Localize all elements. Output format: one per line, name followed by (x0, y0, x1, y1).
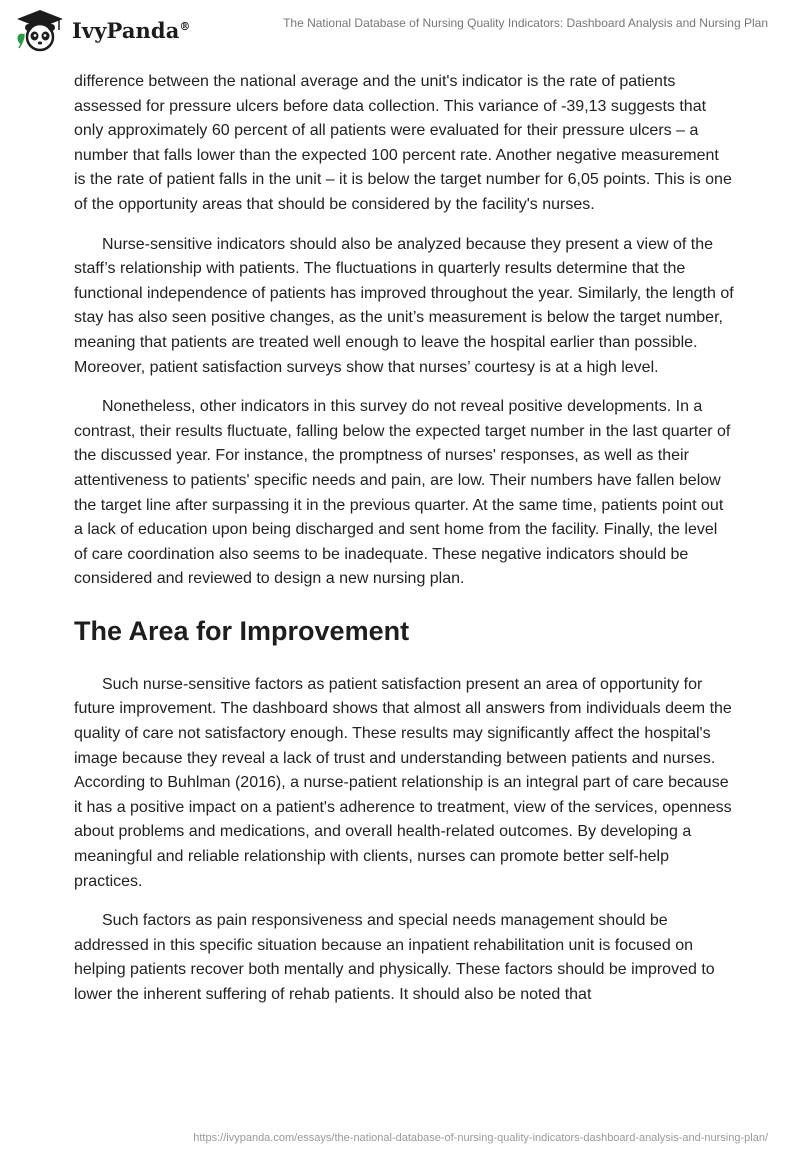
brand-name: IvyPanda® (72, 17, 191, 43)
registered-mark: ® (179, 19, 191, 33)
paragraph: Such factors as pain responsiveness and special needs management should be addressed in this specific situation because an inpatient rehabilitation unit is focused on helping patients recover both mentally and physically. These factors should be improved to lower the inherent suffering of rehab patients. It should also be noted that (74, 912, 715, 1003)
source-url-link[interactable]: https://ivypanda.com/essays/the-national-database-of-nursing-quality-indicators-dashboard-analysis-and-nursing-plan/ (193, 1132, 768, 1144)
section-heading: The Area for Improvement (74, 615, 410, 646)
document-title: The National Database of Nursing Quality Indicators: Dashboard Analysis and Nursing Plan (283, 16, 768, 30)
paragraph: Nurse-sensitive indicators should also be analyzed because they present a view of the staff’s relationship with patients. The fluctuations in quarterly results determine that the functional independence of patients has improved throughout the year. Similarly, the length of stay has also seen positive changes, as the unit’s measurement is below the target number, meaning that patients are treated well enough to leave the hospital earlier than possible. Moreover, patient satisfaction surveys show that nurses’ courtesy is at a high level. (74, 235, 734, 376)
page-header (0, 0, 800, 60)
essay-body (74, 70, 734, 1023)
paragraph: Nonetheless, other indicators in this survey do not reveal positive developments. In a contrast, their results fluctuate, falling below the expected target number in the last quarter of the discussed year. For instance, the promptness of nurses' responses, as well as their attentiveness to patients' specific needs and pain, are low. Their numbers have fallen below the target line after surpassing it in the previous quarter. At the same time, patients point out a lack of education upon being discharged and sent home from the facility. Finally, the level of care coordination also seems to be inadequate. These negative indicators should be considered and reviewed to design a new nursing plan. (74, 398, 731, 588)
panda-graduate-icon (14, 8, 66, 52)
paragraph: Such nurse-sensitive factors as patient satisfaction present an area of opportunity for future improvement. The dashboard shows that almost all answers from individuals deem the quality of care not satisfactory enough. These results may significantly affect the hospital's image because they reveal a lack of trust and understanding between patients and nurses. According to Buhlman (2016), a nurse-patient relationship is an integral part of care because it has a positive impact on a patient's adherence to treatment, view of the services, openness about problems and medications, and overall health-related outcomes. By developing a meaningful and reliable relationship with clients, nurses can promote better self-help practices. (74, 675, 732, 890)
ivypanda-logo[interactable] (14, 8, 191, 52)
paragraph-continuation: difference between the national average and the unit's indicator is the rate of patients assessed for pressure ulcers before data collection. This variance of -39,13 suggests that only approximately 60 percent of all patients were evaluated for their pressure ulcers – a number that falls lower than the expected 100 percent rate. Another negative measurement is the rate of patient falls in the unit – it is below the target number for 6,05 points. This is one of the opportunity areas that should be considered by the facility's nurses. (74, 73, 732, 213)
